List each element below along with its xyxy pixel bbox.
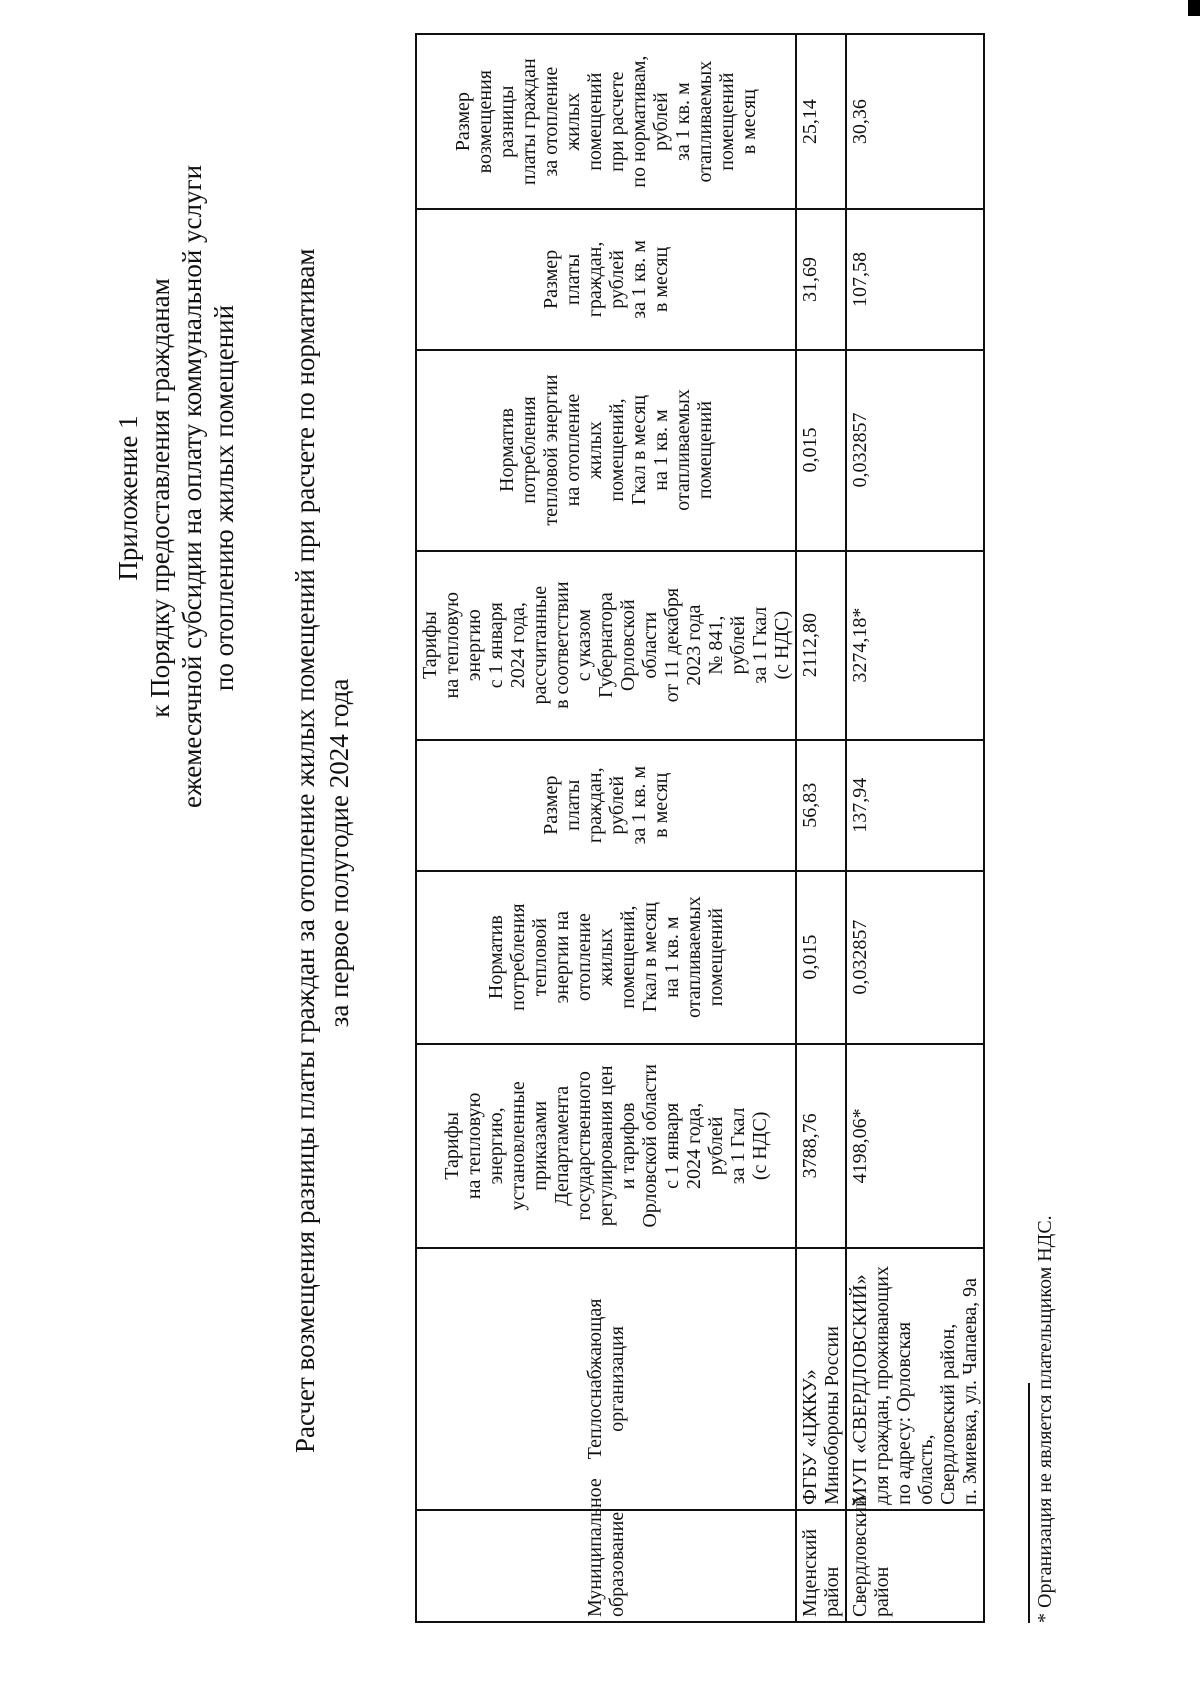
document-title [288,248,356,1453]
appendix-line-4: по отоплению жилых помещений [209,304,239,692]
cell-municipality: Мценский район [796,1510,846,1622]
cell-municipality: Свердловский район [846,1510,984,1622]
header-payment-2: Размер платы граждан, рублей за 1 кв. м в месяц [416,209,796,349]
cell-norm-1: 0,015 [796,871,846,1044]
cell-payment-1: 137,94 [846,740,984,871]
header-compensation: Размер возмещения разницы платы граждан за отопление жилых помещений при расчете по нормативам, рублей за 1 кв. м отапливаемых помещений в месяц [416,34,796,209]
compensation-table [415,33,985,1623]
cell-norm-1: 0,032857 [846,871,984,1044]
header-payment-1: Размер платы граждан, рублей за 1 кв. м в месяц [416,740,796,871]
cell-organization: ФГБУ «ЦЖКУ» Минобороны России [796,1248,846,1510]
cell-norm-2: 0,015 [796,350,846,551]
cell-tariff-governor: 2112,80 [796,551,846,740]
title-line-2: за первое полугодие 2024 года [324,678,354,1028]
cell-payment-2: 107,58 [846,209,984,349]
cell-compensation: 30,36 [846,34,984,209]
table-row [796,34,846,1622]
cell-tariff-department: 4198,06* [846,1044,984,1248]
appendix-line-2: к Порядку предоставления гражданам [145,278,175,718]
cell-tariff-governor: 3274,18* [846,551,984,740]
table-header-row [416,34,796,1622]
footnote-divider [1028,1383,1030,1623]
cell-norm-2: 0,032857 [846,350,984,551]
appendix-line-1: Приложение 1 [113,415,143,581]
cell-compensation: 25,14 [796,34,846,209]
appendix-line-3: ежемесячной субсидии на оплату коммунальной услуги [177,164,207,808]
cell-payment-1: 56,83 [796,740,846,871]
header-organization: Теплоснабжающая организация [416,1248,796,1510]
footnote: * Организация не является плательщиком НДС. [1034,1215,1056,1623]
cell-organization: МУП «СВЕРДЛОВСКИЙ» для граждан, проживающих по адресу: Орловская область, Свердловский район, п. Змиевка, ул. Чапаева, 9а [846,1248,984,1510]
table-row [846,34,984,1622]
header-norm-1: Норматив потребления тепловой энергии на отопление жилых помещений, Гкал в месяц на 1 кв. м отапливаемых помещений [416,871,796,1044]
appendix-header [112,164,240,808]
header-tariff-governor: Тарифы на тепловую энергию с 1 января 2024 года, рассчитанные в соответствии с указом Губернатора Орловской области от 11 декабря 2023 года № 841, рублей за 1 Гкал (с НДС) [416,551,796,740]
header-tariff-department: Тарифы на тепловую энергию, установленные приказами Департамента государственного регулирования цен и тарифов Орловской области с 1 января 2024 года, рублей за 1 Гкал (с НДС) [416,1044,796,1248]
header-municipality: Муниципальное образование [416,1510,796,1622]
title-line-1: Расчет возмещения разницы платы граждан за отопление жилых помещений при расчете по нормативам [290,248,320,1453]
cell-payment-2: 31,69 [796,209,846,349]
cell-tariff-department: 3788,76 [796,1044,846,1248]
header-norm-2: Норматив потребления тепловой энергии на отопление жилых помещений, Гкал в месяц на 1 кв. м отапливаемых помещений [416,350,796,551]
